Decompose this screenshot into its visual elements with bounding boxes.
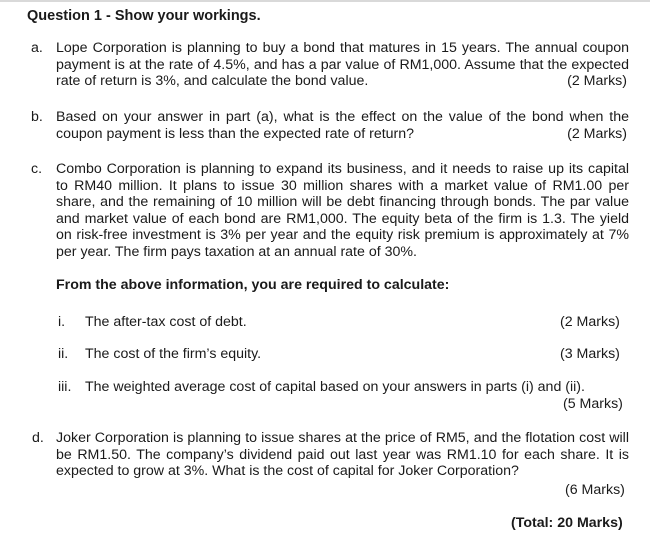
part-d-text: Joker Corporation is planning to issue shares at the price of RM5, and the flotation cost will be RM1.50. The company’s dividend paid out last year was RM1.10 for each share. It is expected to grow at 3%. What is the cost of capital for Joker Corporation? bbox=[56, 430, 629, 480]
part-c-text: Combo Corporation is planning to expand its business, and it needs to raise up its capital to RM40 million. It plans to issue 30 million shares with a market value of RM1.00 per share, and the remaining of 10 million will be debt financing through bonds. The par value and market value of each bond are RM1,000. The equity beta of the firm is 1.3. The yield on risk-free investment is 3% per year and the equity risk premium is approximately at 7% per year. The firm pays taxation at an annual rate of 30%. bbox=[56, 161, 629, 260]
question-title: Question 1 - Show your workings. bbox=[27, 8, 261, 24]
item-ii-label: ii. bbox=[58, 346, 69, 362]
total-marks: (Total: 20 Marks) bbox=[511, 515, 623, 531]
part-a-label: a. bbox=[31, 40, 43, 56]
item-ii-text: The cost of the firm’s equity. bbox=[85, 346, 262, 362]
part-c-label: c. bbox=[31, 161, 43, 177]
part-d-label: d. bbox=[32, 430, 44, 446]
part-b-text: Based on your answer in part (a), what is the effect on the value of the bond when the coupon payment is less than the expected rate of return? bbox=[56, 109, 629, 142]
item-iii-marks: (5 Marks) bbox=[563, 396, 623, 412]
part-a bbox=[56, 40, 629, 90]
item-iii-label: iii. bbox=[58, 379, 72, 395]
part-d-marks: (6 Marks) bbox=[565, 482, 625, 498]
part-a-text: Lope Corporation is planning to buy a bond that matures in 15 years. The annual coupon payment is at the rate of 4.5%, and has a par value of RM1,000. Assume that the expected rate of return is 3%, and calculate the bond value. bbox=[56, 40, 629, 90]
item-i-label: i. bbox=[58, 314, 66, 330]
item-iii-text: The weighted average cost of capital based on your answers in parts (i) and (ii). bbox=[85, 379, 585, 395]
item-ii-marks: (3 Marks) bbox=[560, 346, 620, 362]
part-a-marks: (2 Marks) bbox=[567, 73, 627, 90]
part-c-instruction: From the above information, you are required to calculate: bbox=[56, 277, 450, 293]
item-i-text: The after-tax cost of debt. bbox=[85, 314, 247, 330]
part-b-label: b. bbox=[31, 109, 43, 125]
top-divider bbox=[0, 0, 650, 2]
part-b bbox=[56, 109, 629, 142]
item-i-marks: (2 Marks) bbox=[560, 314, 620, 330]
part-b-marks: (2 Marks) bbox=[567, 125, 627, 142]
